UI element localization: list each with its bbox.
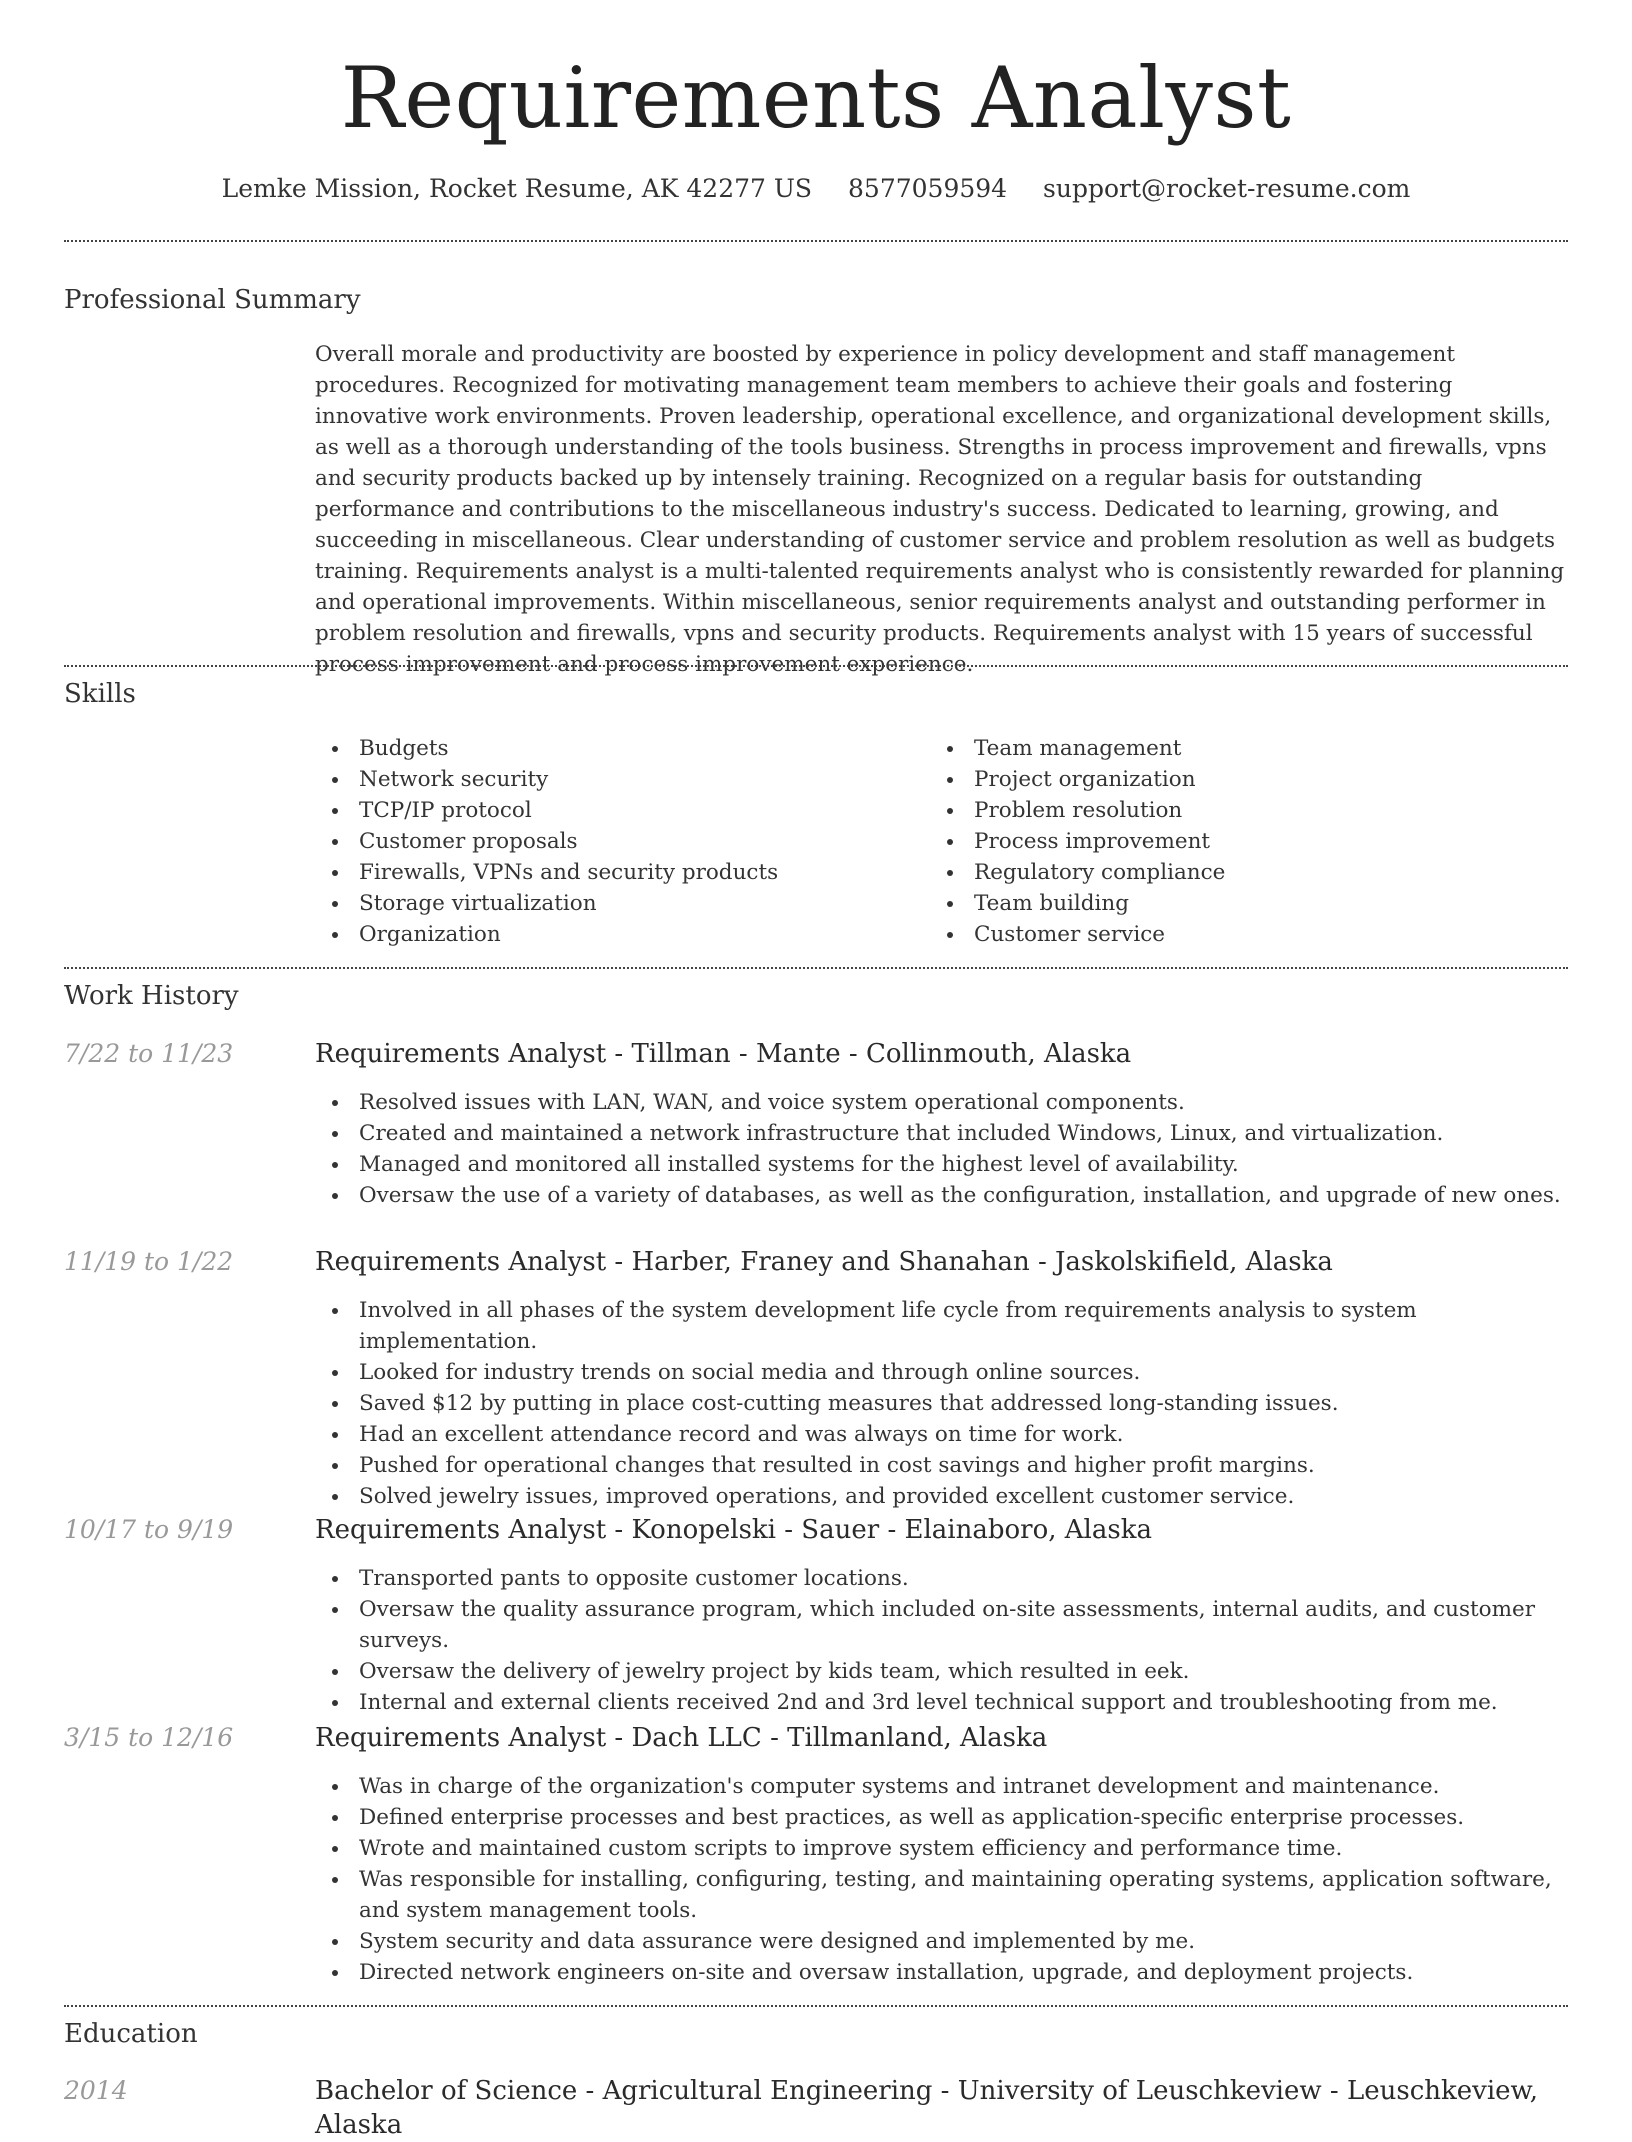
summary-section-title: Professional Summary <box>64 285 361 315</box>
job-bullet: Internal and external clients received 2nd and 3rd level technical support and troubleshooting from me. <box>315 1687 1568 1718</box>
job-bullet: Directed network engineers on-site and oversaw installation, upgrade, and deployment projects. <box>315 1957 1568 1988</box>
skill-item: Project organization <box>930 764 1530 795</box>
job-bullet: Oversaw the quality assurance program, which included on-site assessments, internal audits, and customer surveys. <box>315 1594 1568 1656</box>
section-divider <box>64 967 1568 969</box>
job-bullet: Was responsible for installing, configuring, testing, and maintaining operating systems, application software, and system management tools. <box>315 1864 1568 1926</box>
job-heading: Requirements Analyst - Dach LLC - Tillmanland, Alaska <box>315 1723 1048 1753</box>
resume-name: Requirements Analyst <box>340 49 1292 147</box>
contact-email: support@rocket-resume.com <box>1043 174 1411 203</box>
skill-item: Process improvement <box>930 826 1530 857</box>
job-bullet: Solved jewelry issues, improved operations, and provided excellent customer service. <box>315 1481 1568 1512</box>
job-bullet: Created and maintained a network infrastructure that included Windows, Linux, and virtualization. <box>315 1118 1568 1149</box>
job-dates: 10/17 to 9/19 <box>64 1515 234 1544</box>
job-heading: Requirements Analyst - Tillman - Mante - Collinmouth, Alaska <box>315 1039 1132 1069</box>
summary-text: Overall morale and productivity are boosted by experience in policy development and staff management procedures. Recognized for motivating management team members to achieve their goals and fostering innovative work environments. Proven leadership, operational excellence, and organizational development skills, as well as a thorough understanding of the tools business. Strengths in process improvement and firewalls, vpns and security products backed up by intensely training. Recognized on a regular basis for outstanding performance and contributions to the miscellaneous industry's success. Dedicated to learning, growing, and succeeding in miscellaneous. Clear understanding of customer service and problem resolution as well as budgets training. Requirements analyst is a multi-talented requirements analyst who is consistently rewarded for planning and operational improvements. Within miscellaneous, senior requirements analyst and outstanding performer in problem resolution and firewalls, vpns and security products. Requirements analyst with 15 years of successful process improvement and process improvement experience. <box>315 342 1565 677</box>
job-bullets <box>315 1295 1568 1512</box>
job-bullet: Managed and monitored all installed systems for the highest level of availability. <box>315 1149 1568 1180</box>
job-heading: Requirements Analyst - Konopelski - Sauer - Elainaboro, Alaska <box>315 1515 1152 1545</box>
job-bullet: Looked for industry trends on social media and through online sources. <box>315 1357 1568 1388</box>
job-bullet: Defined enterprise processes and best practices, as well as application-specific enterprise processes. <box>315 1802 1568 1833</box>
contact-address: Lemke Mission, Rocket Resume, AK 42277 US <box>221 174 813 203</box>
work-section-title: Work History <box>64 981 239 1011</box>
skill-item: Firewalls, VPNs and security products <box>315 857 915 888</box>
job-bullet: System security and data assurance were designed and implemented by me. <box>315 1926 1568 1957</box>
skills-list-left <box>315 733 915 950</box>
skill-item: Problem resolution <box>930 795 1530 826</box>
contact-phone: 8577059594 <box>848 174 1008 203</box>
skill-item: TCP/IP protocol <box>315 795 915 826</box>
section-divider <box>64 2005 1568 2007</box>
skill-item: Customer service <box>930 919 1530 950</box>
section-divider <box>64 665 1568 667</box>
skill-item: Storage virtualization <box>315 888 915 919</box>
section-divider <box>64 240 1568 242</box>
skill-item: Team management <box>930 733 1530 764</box>
job-bullet: Saved $12 by putting in place cost-cutting measures that addressed long-standing issues. <box>315 1388 1568 1419</box>
job-bullet: Wrote and maintained custom scripts to improve system efficiency and performance time. <box>315 1833 1568 1864</box>
job-bullet: Transported pants to opposite customer locations. <box>315 1563 1568 1594</box>
job-bullet: Oversaw the use of a variety of databases, as well as the configuration, installation, and upgrade of new ones. <box>315 1180 1568 1211</box>
job-bullet: Was in charge of the organization's computer systems and intranet development and maintenance. <box>315 1771 1568 1802</box>
job-dates: 11/19 to 1/22 <box>64 1247 234 1276</box>
skill-item: Network security <box>315 764 915 795</box>
job-bullets <box>315 1771 1568 1988</box>
skill-item: Regulatory compliance <box>930 857 1530 888</box>
job-dates: 3/15 to 12/16 <box>64 1723 234 1752</box>
education-year: 2014 <box>64 2076 128 2105</box>
job-bullets <box>315 1563 1568 1718</box>
job-bullet: Resolved issues with LAN, WAN, and voice system operational components. <box>315 1087 1568 1118</box>
job-heading: Requirements Analyst - Harber, Franey and Shanahan - Jaskolskifield, Alaska <box>315 1247 1333 1277</box>
skills-section-title: Skills <box>64 679 136 709</box>
job-bullet: Oversaw the delivery of jewelry project by kids team, which resulted in eek. <box>315 1656 1568 1687</box>
job-bullet: Involved in all phases of the system development life cycle from requirements analysis to system implementation. <box>315 1295 1568 1357</box>
education-heading: Bachelor of Science - Agricultural Engineering - University of Leuschkeview - Leuschkeview, Alaska <box>315 2076 1538 2140</box>
job-bullet: Had an excellent attendance record and was always on time for work. <box>315 1419 1568 1450</box>
job-bullets <box>315 1087 1568 1211</box>
skill-item: Customer proposals <box>315 826 915 857</box>
skill-item: Organization <box>315 919 915 950</box>
contact-line <box>64 172 1568 206</box>
education-section-title: Education <box>64 2019 198 2049</box>
skill-item: Team building <box>930 888 1530 919</box>
skills-list-right <box>930 733 1530 950</box>
job-dates: 7/22 to 11/23 <box>64 1039 234 1068</box>
skill-item: Budgets <box>315 733 915 764</box>
job-bullet: Pushed for operational changes that resulted in cost savings and higher profit margins. <box>315 1450 1568 1481</box>
